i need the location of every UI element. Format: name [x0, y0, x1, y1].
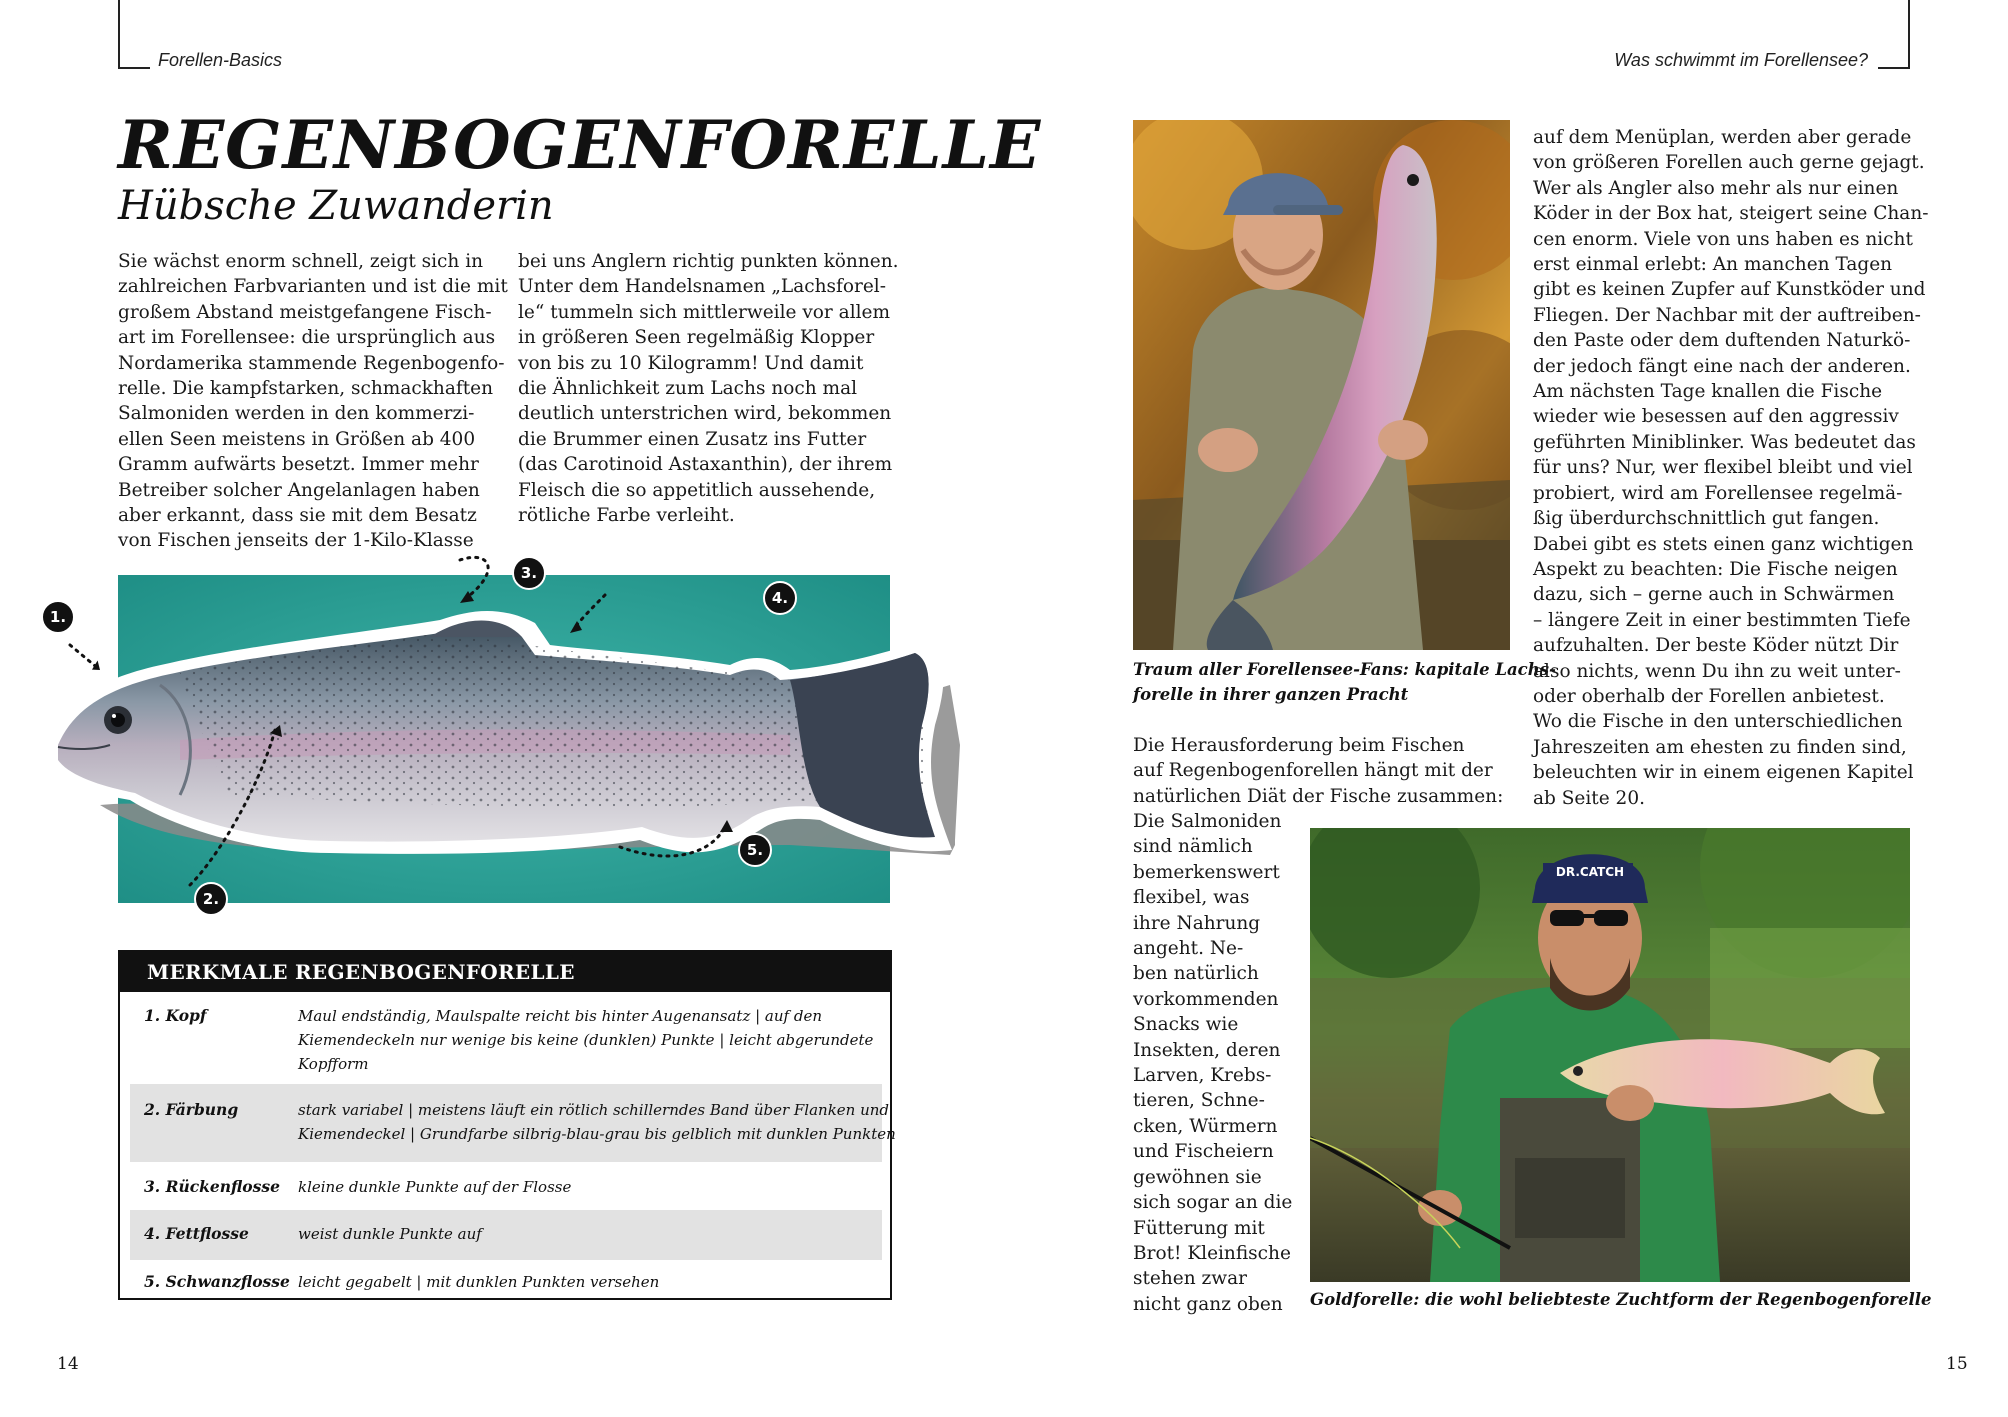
photo-illustration-1: [1133, 120, 1510, 650]
text-line: – längere Zeit in einer bestimmten Tiefe: [1533, 609, 1911, 631]
text-line: sind nämlich: [1133, 836, 1253, 858]
text-line: die Ähnlichkeit zum Lachs noch mal: [518, 378, 858, 400]
row-value-line: stark variabel | meistens läuft ein rötlich schillerndes Band über Flanken und: [298, 1101, 890, 1119]
row-value-line: Kiemendeckel | Grundfarbe silbrig-blau-grau bis gelblich mit dunklen Punkten: [298, 1125, 896, 1143]
text-line: Unter dem Handelsnamen „Lachsforel-: [518, 276, 886, 298]
text-line: ihre Nahrung: [1133, 912, 1261, 934]
row-key: 1. Kopf: [144, 1006, 207, 1025]
text-line: also nichts, wenn Du ihn zu weit unter-: [1533, 660, 1901, 682]
row-key: 2. Färbung: [144, 1100, 239, 1119]
text-line: Brot! Kleinfische: [1133, 1242, 1291, 1264]
text-line: sich sogar an die: [1133, 1192, 1293, 1214]
text-line: Die Salmoniden: [1133, 811, 1282, 832]
text-line: Fütterung mit: [1133, 1217, 1265, 1239]
text-line: von größeren Forellen auch gerne gejagt.: [1533, 152, 1925, 174]
text-line: probiert, wird am Forellensee regelmä-: [1533, 482, 1903, 504]
features-table: [118, 950, 896, 1300]
photo-angler-goldforelle: [1310, 828, 1910, 1282]
text-line: aber erkannt, dass sie mit dem Besatz: [118, 505, 477, 527]
row-key: 3. Rückenflosse: [144, 1177, 280, 1196]
text-line: großem Abstand meistgefangene Fisch-: [118, 301, 492, 323]
text-line: bemerkenswert: [1133, 861, 1280, 883]
text-line: art im Forellensee: die ursprünglich aus: [118, 327, 496, 349]
text-line: nicht ganz oben: [1133, 1293, 1283, 1315]
trout-illustration: [30, 555, 970, 905]
text-line: von bis zu 10 Kilogramm! Und damit: [518, 352, 864, 374]
text-line: angeht. Ne-: [1133, 938, 1244, 960]
badge-4: 4.: [763, 581, 797, 615]
header-right: Was schwimmt im Forellensee?: [1614, 50, 1868, 70]
text-line: tieren, Schne-: [1133, 1090, 1265, 1112]
text-line: bei uns Anglern richtig punkten können.: [518, 251, 899, 272]
table-row: [130, 1164, 882, 1210]
badge-2: 2.: [194, 882, 228, 916]
text-line: ßig überdurchschnittlich gut fangen.: [1533, 508, 1880, 530]
caption-photo-1: [1133, 657, 1556, 707]
row-key: 4. Fettflosse: [144, 1224, 249, 1243]
badge-1: 1.: [41, 600, 75, 634]
text-line: die Brummer einen Zusatz ins Futter: [518, 428, 867, 450]
badge-3: 3.: [512, 556, 546, 590]
text-line: cken, Würmern: [1133, 1115, 1278, 1137]
cap-logo-text: DR.CATCH: [1555, 865, 1625, 879]
row-value: [298, 1222, 868, 1246]
text-line: beleuchten wir in einem eigenen Kapitel: [1533, 762, 1914, 784]
caption-photo-2: Goldforelle: die wohl beliebteste Zuchtform der Regenbogenforelle: [1310, 1290, 1932, 1309]
body-column-1: [118, 249, 508, 554]
text-line: wieder wie besessen auf den aggressiv: [1533, 406, 1899, 428]
text-line: den Paste oder dem duftenden Naturkö-: [1533, 330, 1911, 352]
text-line: rötliche Farbe verleiht.: [518, 505, 735, 527]
text-line: Am nächsten Tage knallen die Fische: [1533, 381, 1883, 403]
text-line: Nordamerika stammende Regenbogenfo-: [118, 352, 505, 374]
text-line: für uns? Nur, wer flexibel bleibt und viel: [1533, 457, 1913, 479]
text-line: gibt es keinen Zupfer auf Kunstköder und: [1533, 279, 1926, 301]
text-line: Dabei gibt es stets einen ganz wichtigen: [1533, 533, 1914, 555]
row-value-line: leicht gegabelt | mit dunklen Punkten versehen: [298, 1273, 660, 1291]
table-row: [130, 998, 882, 1084]
text-line: Snacks wie: [1133, 1014, 1239, 1036]
text-line: Sie wächst enorm schnell, zeigt sich in: [118, 251, 484, 272]
row-value-line: Kiemendeckeln nur wenige bis keine (dunklen) Punkte | leicht abgerundete: [298, 1031, 874, 1049]
text-line: cen enorm. Viele von uns haben es nicht: [1533, 228, 1913, 250]
row-value-line: Maul endständig, Maulspalte reicht bis hinter Augenansatz | auf den: [298, 1007, 822, 1025]
text-line: Betreiber solcher Angelanlagen haben: [118, 479, 480, 501]
text-line: le“ tummeln sich mittlerweile vor allem: [518, 301, 891, 323]
row-value-line: weist dunkle Punkte auf: [298, 1225, 482, 1243]
header-left: Forellen-Basics: [158, 50, 283, 70]
text-line: geführten Miniblinker. Was bedeutet das: [1533, 431, 1916, 453]
text-line: von Fischen jenseits der 1-Kilo-Klasse: [118, 530, 474, 552]
row-value: [298, 1004, 874, 1076]
text-line: Salmoniden werden in den kommerzi-: [118, 403, 475, 425]
text-line: ellen Seen meistens in Größen ab 400: [118, 428, 476, 450]
text-line: Köder in der Box hat, steigert seine Chan-: [1533, 203, 1929, 225]
table-heading: MERKMALE REGENBOGENFORELLE: [120, 952, 890, 992]
page-number-left: 14: [57, 1354, 79, 1374]
row-value: [298, 1270, 868, 1294]
table-row: [130, 1260, 882, 1300]
frame-left-horizontal: [118, 67, 150, 69]
text-line: relle. Die kampfstarken, schmackhaften: [118, 378, 494, 400]
photo-illustration-2: [1310, 828, 1910, 1282]
row-value-line: kleine dunkle Punkte auf der Flosse: [298, 1178, 572, 1196]
text-line: vorkommenden: [1133, 988, 1279, 1010]
table-row: [130, 1084, 896, 1162]
photo-angler-lachsforelle: [1133, 120, 1510, 650]
text-line: zahlreichen Farbvarianten und ist die mit: [118, 276, 508, 298]
text-line: Fliegen. Der Nachbar mit der auftreiben-: [1533, 304, 1921, 326]
text-line: dazu, sich – gerne auch in Schwärmen: [1533, 584, 1895, 606]
text-line: oder oberhalb der Forellen anbietest.: [1533, 685, 1885, 707]
caption-line: Traum aller Forellensee-Fans: kapitale Lachs-: [1133, 660, 1556, 679]
page-subtitle: Hübsche Zuwanderin: [118, 183, 554, 229]
text-line: auf Regenbogenforellen hängt mit der: [1133, 760, 1493, 782]
text-line: und Fischeiern: [1133, 1141, 1274, 1163]
body-column-3b: [1133, 809, 1303, 1317]
body-column-2: [518, 249, 898, 528]
text-line: Insekten, deren: [1133, 1039, 1281, 1061]
text-line: ben natürlich: [1133, 963, 1259, 985]
badge-5: 5.: [738, 833, 772, 867]
text-line: Aspekt zu beachten: Die Fische neigen: [1533, 558, 1898, 580]
text-line: (das Carotinoid Astaxanthin), der ihrem: [518, 454, 893, 476]
text-line: gewöhnen sie: [1133, 1166, 1262, 1188]
row-value: [298, 1175, 868, 1199]
text-line: Larven, Krebs-: [1133, 1065, 1272, 1087]
text-line: natürlichen Diät der Fische zusammen:: [1133, 785, 1504, 807]
text-line: Wo die Fische in den unterschiedlichen: [1533, 711, 1903, 733]
body-column-4: [1533, 125, 1933, 811]
text-line: der jedoch fängt eine nach der anderen.: [1533, 355, 1911, 377]
text-line: ab Seite 20.: [1533, 787, 1645, 809]
body-column-3a: [1133, 733, 1523, 809]
text-line: Wer als Angler also mehr als nur einen: [1533, 177, 1899, 199]
frame-left-vertical: [118, 0, 120, 68]
text-line: deutlich unterstrichen wird, bekommen: [518, 403, 892, 425]
text-line: erst einmal erlebt: An manchen Tagen: [1533, 254, 1893, 276]
text-line: aufzuhalten. Der beste Köder nützt Dir: [1533, 635, 1899, 657]
text-line: auf dem Menüplan, werden aber gerade: [1533, 127, 1912, 148]
text-line: Gramm aufwärts besetzt. Immer mehr: [118, 454, 479, 476]
trout-diagram: [30, 555, 970, 905]
text-line: Die Herausforderung beim Fischen: [1133, 735, 1465, 756]
text-line: in größeren Seen regelmäßig Klopper: [518, 327, 875, 349]
frame-right-vertical: [1908, 0, 1910, 68]
text-line: Jahreszeiten am ehesten zu finden sind,: [1533, 736, 1907, 758]
text-line: stehen zwar: [1133, 1268, 1247, 1290]
row-value: [298, 1098, 896, 1146]
frame-right-horizontal: [1878, 67, 1910, 69]
caption-line: forelle in ihrer ganzen Pracht: [1133, 685, 1409, 704]
row-key: 5. Schwanzflosse: [144, 1272, 290, 1291]
row-value-line: Kopfform: [298, 1055, 369, 1073]
text-line: Fleisch die so appetitlich aussehende,: [518, 479, 876, 501]
page-title: REGENBOGENFORELLE: [118, 106, 1042, 184]
table-row: [130, 1210, 882, 1260]
page-number-right: 15: [1946, 1354, 1968, 1374]
text-line: flexibel, was: [1133, 887, 1250, 909]
